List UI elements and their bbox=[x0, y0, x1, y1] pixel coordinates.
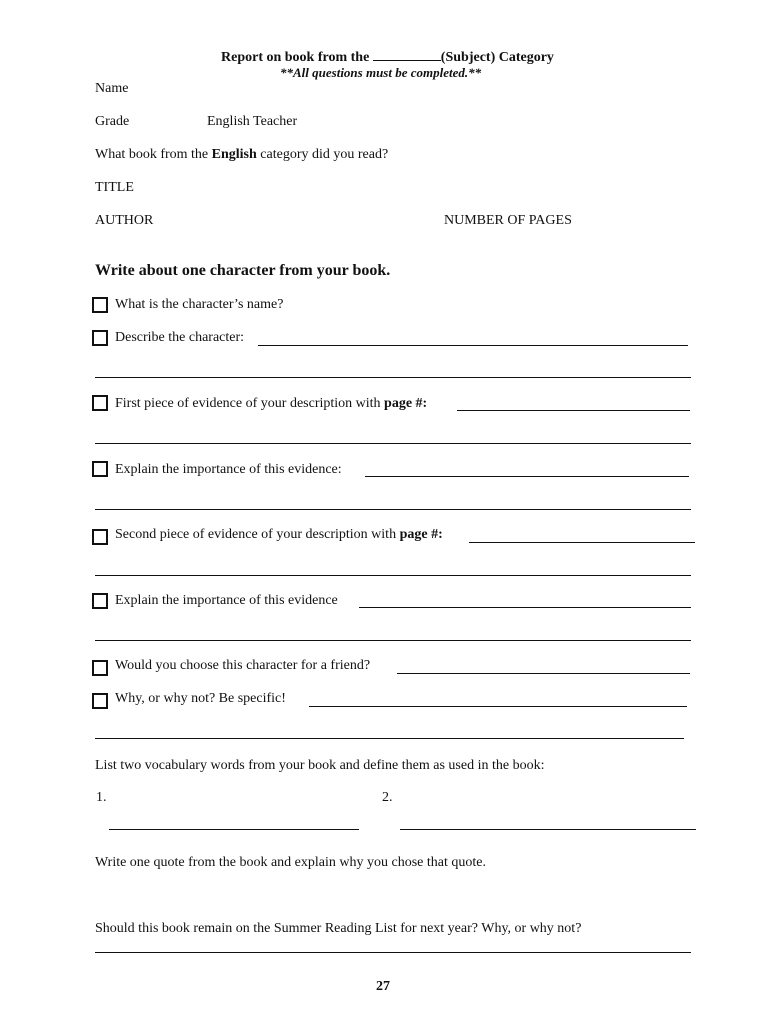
answer-line-importance-1a[interactable] bbox=[365, 476, 689, 477]
pages-label: NUMBER OF PAGES bbox=[444, 213, 572, 228]
checkbox-second-evidence[interactable] bbox=[92, 529, 108, 545]
quote-prompt: Write one quote from the book and explain why you chose that quote. bbox=[95, 855, 486, 870]
answer-line-importance-2a[interactable] bbox=[359, 607, 691, 608]
subject-blank[interactable] bbox=[373, 48, 441, 61]
answer-line-first-evidence-2[interactable] bbox=[95, 443, 691, 444]
answer-line-friend[interactable] bbox=[397, 673, 690, 674]
title-label: TITLE bbox=[95, 180, 134, 195]
answer-line-importance-2b[interactable] bbox=[95, 640, 691, 641]
vocab-answer-line-2[interactable] bbox=[400, 829, 696, 830]
summer-list-prompt: Should this book remain on the Summer Reading List for next year? Why, or why not? bbox=[95, 921, 582, 936]
book-question-pre: What book from the bbox=[95, 147, 209, 162]
teacher-label: English Teacher bbox=[207, 114, 298, 129]
answer-line-describe-1[interactable] bbox=[258, 345, 688, 346]
page-number: 27 bbox=[376, 979, 390, 994]
title-prefix: Report on book from the bbox=[221, 50, 370, 65]
grade-label: Grade bbox=[95, 114, 130, 129]
answer-line-why-2[interactable] bbox=[95, 738, 684, 739]
summer-answer-line[interactable] bbox=[95, 952, 691, 953]
item-describe: Describe the character: bbox=[115, 330, 245, 345]
answer-line-why-1[interactable] bbox=[309, 706, 687, 707]
vocab-number-1: 1. bbox=[96, 790, 107, 805]
book-question bbox=[95, 147, 388, 163]
checkbox-friend[interactable] bbox=[92, 660, 108, 676]
completion-note: **All questions must be completed.** bbox=[280, 65, 482, 80]
checkbox-why[interactable] bbox=[92, 693, 108, 709]
checkbox-importance-1[interactable] bbox=[92, 461, 108, 477]
report-title bbox=[221, 48, 554, 66]
item-friend: Would you choose this character for a friend? bbox=[115, 658, 371, 673]
second-evidence-text: Second piece of evidence of your description with bbox=[115, 527, 397, 542]
item-character-name: What is the character’s name? bbox=[115, 297, 284, 312]
checkbox-character-name[interactable] bbox=[92, 297, 108, 313]
checkbox-importance-2[interactable] bbox=[92, 593, 108, 609]
title-suffix: (Subject) Category bbox=[440, 50, 554, 65]
checkbox-describe[interactable] bbox=[92, 330, 108, 346]
name-label: Name bbox=[95, 81, 129, 96]
first-evidence-text: First piece of evidence of your description with bbox=[115, 396, 381, 411]
item-importance-2: Explain the importance of this evidence bbox=[115, 593, 338, 608]
second-evidence-page: page #: bbox=[399, 527, 443, 542]
answer-line-first-evidence-1[interactable] bbox=[457, 410, 690, 411]
checkbox-first-evidence[interactable] bbox=[92, 395, 108, 411]
answer-line-importance-1b[interactable] bbox=[95, 509, 691, 510]
answer-line-describe-2[interactable] bbox=[95, 377, 691, 378]
author-label: AUTHOR bbox=[95, 213, 154, 228]
book-question-post: category did you read? bbox=[260, 147, 389, 162]
character-section-heading: Write about one character from your book. bbox=[95, 262, 391, 279]
book-question-subject: English bbox=[211, 147, 257, 162]
item-why: Why, or why not? Be specific! bbox=[115, 691, 286, 706]
answer-line-second-evidence-1[interactable] bbox=[469, 542, 695, 543]
vocab-prompt: List two vocabulary words from your book and define them as used in the book: bbox=[95, 758, 545, 773]
first-evidence-page: page #: bbox=[384, 396, 428, 411]
vocab-answer-line-1[interactable] bbox=[109, 829, 359, 830]
vocab-number-2: 2. bbox=[382, 790, 393, 805]
item-importance-1: Explain the importance of this evidence: bbox=[115, 462, 342, 477]
item-second-evidence bbox=[115, 527, 443, 543]
item-first-evidence bbox=[115, 396, 427, 412]
answer-line-second-evidence-2[interactable] bbox=[95, 575, 691, 576]
